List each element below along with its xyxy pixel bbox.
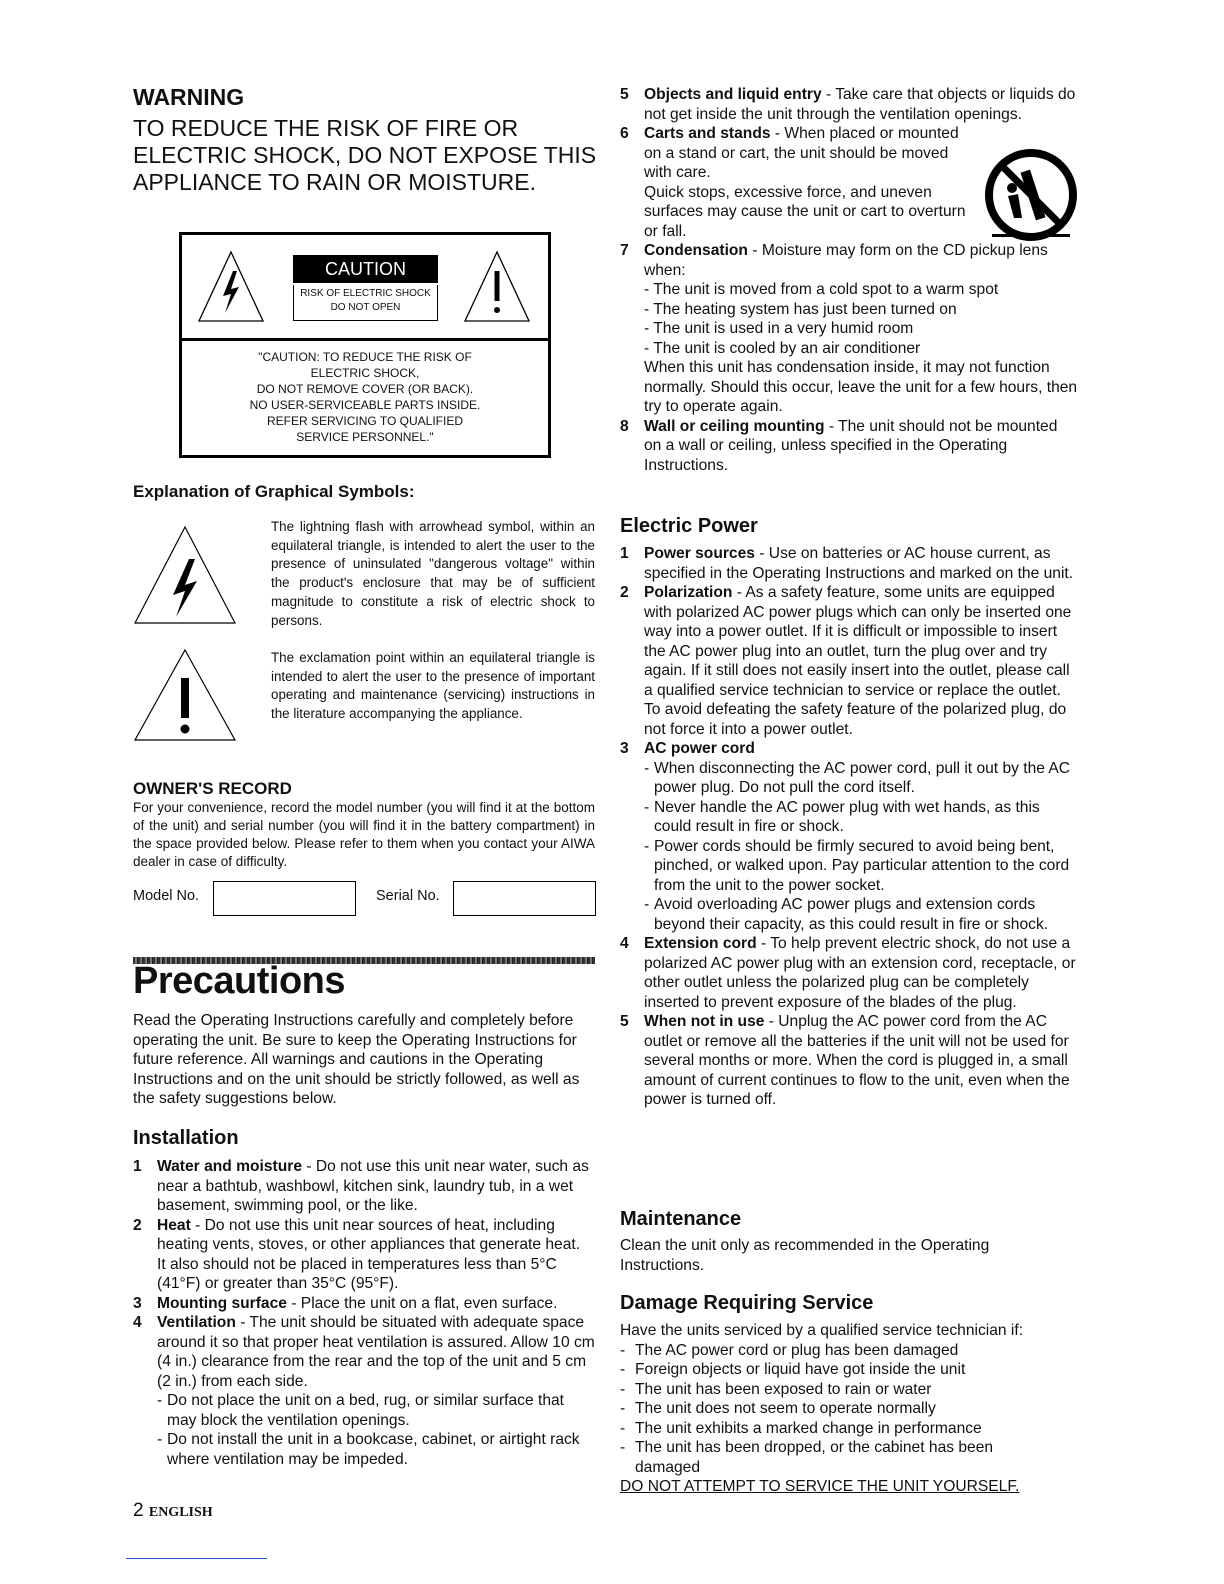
maintenance-text: Clean the unit only as recommended in the Operating Instructions. xyxy=(620,1237,990,1274)
page-footer: 2 ENGLISH xyxy=(133,1500,213,1521)
lightning-description: The lightning flash with arrowhead symbol, within an equilateral triangle, is intended to alert the user to the presence of uninsulated "dangerous voltage" within the product's enclosure that may be of sufficient magnitude to constitute a risk of electric shock to persons. xyxy=(271,519,595,628)
list-item: 6 Carts and stands - When placed or mounted on a stand or cart, the unit should be moved with care. Quick stops, excessive force, and uneven surfaces may cause the unit or cart to overturn or fall. xyxy=(620,125,966,240)
model-label: Model No. xyxy=(133,888,200,904)
exclamation-description: The exclamation point within an equilateral triangle is intended to alert the user to the presence of important operating and maintenance (servicing) instructions in the literature accompanying the appliance. xyxy=(271,650,595,722)
list-item: 5 Objects and liquid entry - Take care that objects or liquids do not get inside the unit through the ventilation openings. xyxy=(620,86,1076,123)
damage-list: Have the units serviced by a qualified service technician if: - The AC power cord or plug has been damaged - Foreign objects or liquid have got inside the unit - The unit has been exposed to rain or water - The unit does not seem to operate normally - The unit exhibits a marked change in performance - The unit has been dropped, or the cabinet has been damaged DO NOT ATTEMPT TO SERVICE THE UNIT YOURSELF. xyxy=(620,1321,1078,1497)
list-item: 8 Wall or ceiling mounting - The unit should not be mounted on a wall or ceiling, unless specified in the Operating Instructions. xyxy=(620,417,1058,474)
list-item: 1 Power sources - Use on batteries or AC house current, as specified in the Operating Instructions and marked on the unit. xyxy=(620,545,1074,582)
list-item: 4 Ventilation - The unit should be situated with adequate space around it so that proper heat ventilation is assured. Allow 10 cm (4 in.) clearance from the rear and the top of the unit and 5 cm (2 in.) from each side. - Do not place the unit on a bed, rug, or similar surface that may block the ventilation openings. - Do not install the unit in a bookcase, cabinet, or airtight rack where ventilation may be impeded. xyxy=(133,1314,595,1468)
installation-heading: Installation xyxy=(133,1127,239,1149)
cart-tipover-icon xyxy=(984,148,1078,242)
precautions-title: Precautions xyxy=(133,960,346,1002)
lightning-triangle-icon xyxy=(196,249,266,324)
list-item: 1 Water and moisture - Do not use this unit near water, such as near a bathtub, washbowl, kitchen sink, laundry tub, in a wet basement, swimming pool, or the like. xyxy=(133,1158,589,1214)
list-item: 5 When not in use - Unplug the AC power cord from the AC outlet or remove all the batteries if the unit will not be used for several months or more. When the cord is plugged in, a small amount of current continues to flow to the unit, even when the power is turned off. xyxy=(620,1013,1070,1108)
owner-heading: OWNER'S RECORD xyxy=(133,779,292,798)
caution-label: CAUTION xyxy=(293,255,438,283)
serial-number-field[interactable] xyxy=(453,881,596,916)
maintenance-heading: Maintenance xyxy=(620,1208,742,1230)
electric-list xyxy=(620,544,1078,1110)
list-item: - Foreign objects or liquid have got inside the unit xyxy=(620,1361,966,1378)
electric-heading: Electric Power xyxy=(620,515,758,537)
list-item: - The AC power cord or plug has been damaged xyxy=(620,1341,959,1359)
lightning-symbol-icon xyxy=(133,525,237,625)
list-item: 7 Condensation - Moisture may form on the CD pickup lens when: - The unit is moved from a cold spot to a warm spot - The heating system has just been turned on - The unit is used in a very humid room - The unit is cooled by an air conditioner When this unit has condensation inside, it may not function normally. Should this occur, leave the unit for a few hours, then try to operate again. xyxy=(620,242,1078,415)
caution-box xyxy=(179,232,551,458)
exclamation-symbol-icon xyxy=(133,648,237,742)
list-item: - The unit has been dropped, or the cabinet has been damaged xyxy=(620,1439,994,1476)
installation-list-right xyxy=(620,85,1078,475)
installation-list-left xyxy=(133,1157,597,1469)
caution-header xyxy=(182,235,548,341)
final-warning: DO NOT ATTEMPT TO SERVICE THE UNIT YOURSELF. xyxy=(620,1478,1020,1495)
footer-line xyxy=(126,1558,267,1559)
model-number-field[interactable] xyxy=(213,881,356,916)
list-item: 3 Mounting surface - Place the unit on a flat, even surface. xyxy=(133,1294,558,1312)
list-item: - The unit exhibits a marked change in performance xyxy=(620,1419,982,1437)
warning-title: WARNING xyxy=(133,84,245,110)
list-item: - The unit does not seem to operate normally xyxy=(620,1400,936,1417)
risk-label: RISK OF ELECTRIC SHOCK DO NOT OPEN xyxy=(293,285,438,321)
warning-text: TO REDUCE THE RISK OF FIRE OR ELECTRIC SHOCK, DO NOT EXPOSE THIS APPLIANCE TO RAIN OR MOISTURE. xyxy=(133,115,597,195)
exclamation-triangle-icon xyxy=(462,249,532,324)
list-item: - The unit has been exposed to rain or water xyxy=(620,1380,932,1398)
damage-heading: Damage Requiring Service xyxy=(620,1292,874,1314)
symbols-heading: Explanation of Graphical Symbols: xyxy=(133,482,415,501)
list-item: 3 AC power cord - When disconnecting the AC power cord, pull it out by the AC power plug. Do not pull the cord itself. - Never handle the AC power plug with wet hands, as this could result in fire or shock. - Power cords should be firmly secured to avoid being bent, pinched, or walked upon. Pay particular attention to the cord from the unit to the power socket. - Avoid overloading AC power plugs and extension cords beyond their capacity, as this could result in fire or shock. xyxy=(620,740,1071,933)
caution-text: "CAUTION: TO REDUCE THE RISK OF ELECTRIC SHOCK, DO NOT REMOVE COVER (OR BACK). NO USER-SERVICEABLE PARTS INSIDE. REFER SERVICING TO QUALIFIED SERVICE PERSONNEL." xyxy=(249,350,481,444)
serial-label: Serial No. xyxy=(376,888,440,904)
list-item: 2 Heat - Do not use this unit near sources of heat, including heating vents, stoves, or other appliances that generate heat. It also should not be placed in temperatures less than 5°C (41°F) or greater than 35°C (95°F). xyxy=(133,1216,581,1292)
precautions-intro: Read the Operating Instructions carefully and completely before operating the unit. Be sure to keep the Operating Instructions for future reference. All warnings and cautions in the Operating Instructions and on the unit should be strictly followed, as well as the safety suggestions below. xyxy=(133,1012,580,1107)
owner-text: For your convenience, record the model number (you will find it at the bottom of the unit) and serial number (you will find it in the battery compartment) in the space provided below. Please refer to them when you contact your AIWA dealer in case of difficulty. xyxy=(133,800,595,869)
list-item: 4 Extension cord - To help prevent electric shock, do not use a polarized AC power plug with an extension cord, receptacle, or other outlet unless the polarized plug can be completely inserted to prevent exposure of the blades of the plug. xyxy=(620,935,1076,1011)
list-item: 2 Polarization - As a safety feature, some units are equipped with polarized AC power plugs which can only be inserted one way into a power outlet. If it is difficult or impossible to insert the AC power plug into an outlet, turn the plug over and try again. If it still does not easily insert into the outlet, please call a qualified service technician to service or replace the outlet. To avoid defeating the safety feature of the polarized plug, do not force it into a power outlet. xyxy=(620,584,1072,738)
